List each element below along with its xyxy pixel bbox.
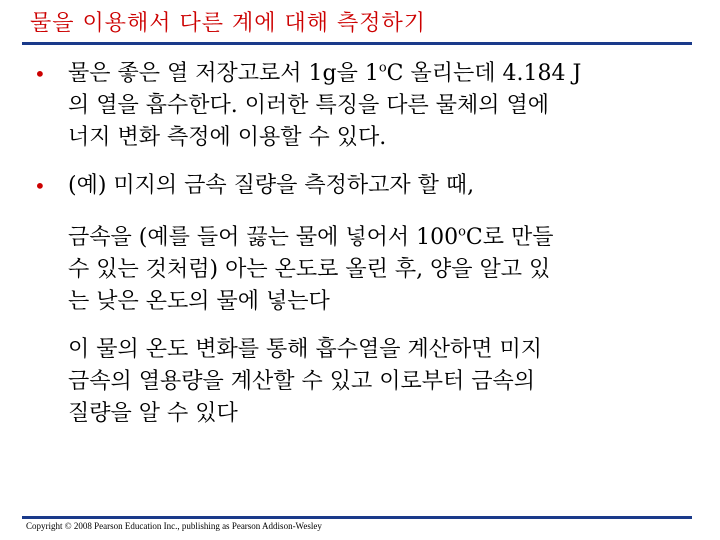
text-line: 이 물의 온도 변화를 통해 흡수열을 계산하면 미지 — [68, 337, 542, 362]
bullet-item-example — [34, 170, 684, 202]
slide-title: 물을 이용해서 다른 계에 대해 측정하기 — [30, 11, 426, 36]
paragraph-calc-mass — [68, 334, 688, 430]
text-line: (예) 미지의 금속 질량을 측정하고자 할 때, — [68, 173, 475, 198]
text-line: 금속의 열용량을 계산할 수 있고 이로부터 금속의 — [68, 369, 536, 394]
bullet-marker: • — [34, 174, 46, 198]
copyright-text: Copyright © 2008 Pearson Education Inc., publishing as Pearson Addison-Wesley — [26, 521, 322, 531]
bullet-marker: • — [34, 62, 46, 86]
footer-divider — [22, 516, 692, 519]
text-line: 질량을 알 수 있다 — [68, 401, 238, 426]
text-line: 물은 좋은 열 저장고로서 1g을 1$^o$C 올리는데 4.184 J — [68, 60, 582, 86]
paragraph-heat-metal — [68, 222, 688, 318]
bullet-text — [68, 170, 684, 202]
bullet-text — [68, 58, 684, 154]
text-line: 수 있는 것처럼) 아는 온도로 올린 후, 양을 알고 있 — [68, 257, 551, 282]
text-line: 너지 변화 측정에 이용할 수 있다. — [68, 125, 387, 150]
text-line: 금속을 (예를 들어 끓는 물에 넣어서 100$^o$C로 만들 — [68, 224, 554, 250]
bullet-item-water-heat — [34, 58, 684, 154]
title-divider — [22, 42, 692, 45]
text-line: 의 열을 흡수한다. 이러한 특징을 다른 물체의 열에 — [68, 93, 549, 118]
text-line: 는 낮은 온도의 물에 넣는다 — [68, 289, 330, 314]
